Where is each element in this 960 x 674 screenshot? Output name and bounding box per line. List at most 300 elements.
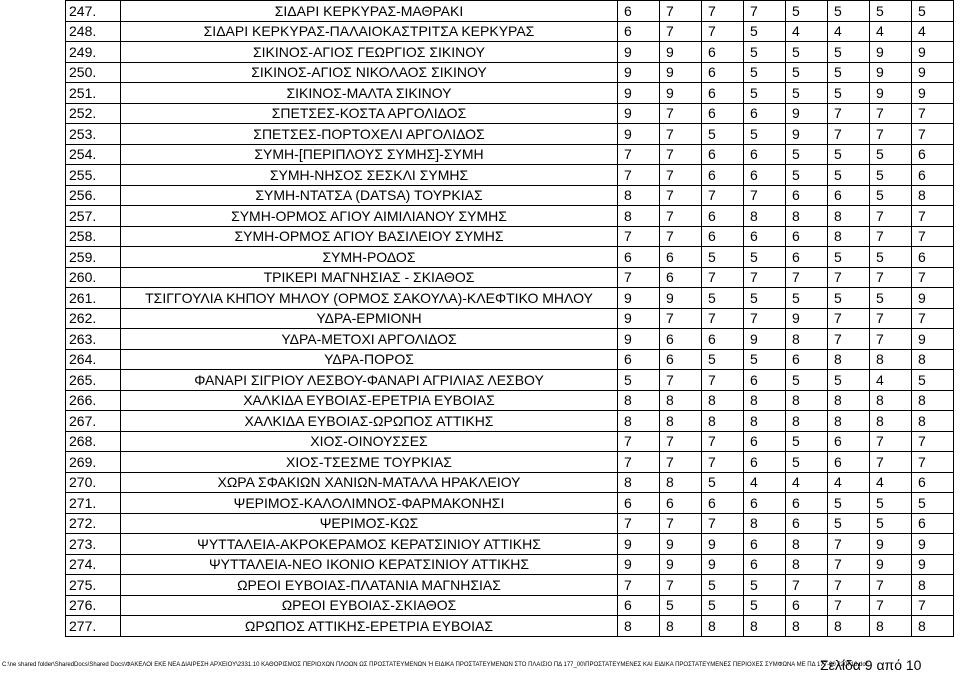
route-name-cell: ΣΥΜΗ-ΡΟΔΟΣ: [121, 247, 618, 268]
route-name-cell: ΤΣΙΓΓΟΥΛΙΑ ΚΗΠΟΥ ΜΗΛΟΥ (ΟΡΜΟΣ ΣΑΚΟΥΛΑ)-ΚΛΕΦΤΙΚΟ ΜΗΛΟΥ: [121, 288, 618, 309]
score-cell: 5: [870, 144, 912, 165]
score-cell: 7: [702, 370, 744, 391]
score-cell: 6: [618, 595, 660, 616]
score-cell: 5: [618, 370, 660, 391]
score-cell: 7: [660, 431, 702, 452]
score-cell: 9: [870, 534, 912, 555]
table-row: [66, 288, 954, 309]
score-cell: 6: [618, 349, 660, 370]
score-cell: 6: [660, 329, 702, 350]
score-cell: 8: [912, 185, 954, 206]
score-cell: 7: [660, 513, 702, 534]
score-cell: 5: [744, 247, 786, 268]
score-cell: 8: [660, 411, 702, 432]
row-number-cell: 258.: [66, 226, 121, 247]
score-cell: 5: [744, 288, 786, 309]
score-cell: 8: [828, 349, 870, 370]
score-cell: 5: [744, 62, 786, 83]
score-cell: 7: [870, 124, 912, 145]
row-number-cell: 270.: [66, 472, 121, 493]
score-cell: 6: [786, 493, 828, 514]
score-cell: 6: [618, 247, 660, 268]
score-cell: 6: [786, 595, 828, 616]
score-cell: 7: [660, 165, 702, 186]
score-cell: 7: [618, 513, 660, 534]
score-cell: 6: [744, 431, 786, 452]
score-cell: 9: [660, 554, 702, 575]
score-cell: 8: [702, 411, 744, 432]
route-name-cell: ΨΕΡΙΜΟΣ-ΚΩΣ: [121, 513, 618, 534]
row-number-cell: 276.: [66, 595, 121, 616]
score-cell: 9: [618, 103, 660, 124]
table-row: [66, 370, 954, 391]
row-number-cell: 256.: [66, 185, 121, 206]
score-cell: 5: [828, 513, 870, 534]
row-number-cell: 261.: [66, 288, 121, 309]
score-cell: 5: [744, 575, 786, 596]
score-cell: 5: [870, 165, 912, 186]
route-name-cell: ΥΔΡΑ-ΜΕΤΟΧΙ ΑΡΓΟΛΙΔΟΣ: [121, 329, 618, 350]
score-cell: 5: [702, 124, 744, 145]
routes-table: [65, 0, 954, 637]
route-name-cell: ΣΥΜΗ-ΟΡΜΟΣ ΑΓΙΟΥ ΒΑΣΙΛΕΙΟΥ ΣΥΜΗΣ: [121, 226, 618, 247]
score-cell: 8: [702, 390, 744, 411]
row-number-cell: 277.: [66, 616, 121, 637]
score-cell: 5: [870, 493, 912, 514]
score-cell: 5: [870, 1, 912, 22]
score-cell: 6: [660, 349, 702, 370]
score-cell: 6: [828, 185, 870, 206]
score-cell: 5: [828, 493, 870, 514]
score-cell: 9: [744, 329, 786, 350]
route-name-cell: ΣΥΜΗ-ΝΤΑΤΣΑ (DATSA) ΤΟΥΡΚΙΑΣ: [121, 185, 618, 206]
score-cell: 6: [618, 21, 660, 42]
score-cell: 7: [618, 452, 660, 473]
row-number-cell: 251.: [66, 83, 121, 104]
score-cell: 8: [786, 206, 828, 227]
score-cell: 8: [744, 390, 786, 411]
score-cell: 8: [618, 472, 660, 493]
score-cell: 9: [660, 42, 702, 63]
score-cell: 7: [744, 267, 786, 288]
score-cell: 9: [912, 83, 954, 104]
score-cell: 7: [744, 1, 786, 22]
score-cell: 8: [828, 411, 870, 432]
score-cell: 7: [618, 575, 660, 596]
row-number-cell: 263.: [66, 329, 121, 350]
score-cell: 5: [744, 21, 786, 42]
score-cell: 5: [786, 144, 828, 165]
route-name-cell: ΣΙΔΑΡΙ ΚΕΡΚΥΡΑΣ-ΜΑΘΡΑΚΙ: [121, 1, 618, 22]
score-cell: 8: [828, 206, 870, 227]
route-name-cell: ΨΥΤΤΑΛΕΙΑ-ΝΕΟ ΙΚΟΝΙΟ ΚΕΡΑΤΣΙΝΙΟΥ ΑΤΤΙΚΗΣ: [121, 554, 618, 575]
score-cell: 7: [870, 452, 912, 473]
score-cell: 5: [828, 165, 870, 186]
score-cell: 7: [744, 308, 786, 329]
table-row: [66, 42, 954, 63]
score-cell: 7: [618, 144, 660, 165]
score-cell: 6: [744, 103, 786, 124]
score-cell: 7: [660, 1, 702, 22]
score-cell: 5: [786, 370, 828, 391]
route-name-cell: ΦΑΝΑΡΙ ΣΙΓΡΙΟΥ ΛΕΣΒΟΥ-ΦΑΝΑΡΙ ΑΓΡΙΛΙΑΣ ΛΕΣΒΟΥ: [121, 370, 618, 391]
score-cell: 8: [660, 616, 702, 637]
score-cell: 6: [660, 247, 702, 268]
score-cell: 6: [702, 144, 744, 165]
score-cell: 6: [912, 144, 954, 165]
row-number-cell: 249.: [66, 42, 121, 63]
score-cell: 7: [660, 124, 702, 145]
score-cell: 7: [870, 206, 912, 227]
score-cell: 8: [870, 411, 912, 432]
table-row: [66, 103, 954, 124]
score-cell: 5: [786, 288, 828, 309]
score-cell: 8: [870, 390, 912, 411]
score-cell: 5: [828, 42, 870, 63]
score-cell: 9: [870, 554, 912, 575]
score-cell: 7: [702, 452, 744, 473]
route-name-cell: ΨΥΤΤΑΛΕΙΑ-ΑΚΡΟΚΕΡΑΜΟΣ ΚΕΡΑΤΣΙΝΙΟΥ ΑΤΤΙΚΗΣ: [121, 534, 618, 555]
score-cell: 6: [912, 165, 954, 186]
table-row: [66, 21, 954, 42]
score-cell: 5: [828, 62, 870, 83]
score-cell: 7: [618, 165, 660, 186]
score-cell: 7: [870, 226, 912, 247]
row-number-cell: 254.: [66, 144, 121, 165]
row-number-cell: 265.: [66, 370, 121, 391]
table-row: [66, 62, 954, 83]
route-name-cell: ΩΡΩΠΟΣ ΑΤΤΙΚΗΣ-ΕΡΕΤΡΙΑ ΕΥΒΟΙΑΣ: [121, 616, 618, 637]
score-cell: 6: [702, 329, 744, 350]
score-cell: 5: [786, 83, 828, 104]
score-cell: 7: [660, 144, 702, 165]
score-cell: 8: [912, 616, 954, 637]
score-cell: 7: [912, 452, 954, 473]
route-name-cell: ΧΙΟΣ-ΟΙΝΟΥΣΣΕΣ: [121, 431, 618, 452]
score-cell: 6: [786, 247, 828, 268]
score-cell: 6: [702, 206, 744, 227]
score-cell: 5: [912, 370, 954, 391]
score-cell: 7: [660, 226, 702, 247]
score-cell: 8: [912, 411, 954, 432]
score-cell: 6: [828, 431, 870, 452]
score-cell: 9: [870, 83, 912, 104]
score-cell: 7: [828, 308, 870, 329]
score-cell: 7: [702, 21, 744, 42]
table-row: [66, 472, 954, 493]
score-cell: 5: [870, 288, 912, 309]
table-row: [66, 124, 954, 145]
score-cell: 7: [870, 103, 912, 124]
score-cell: 7: [870, 329, 912, 350]
score-cell: 5: [828, 288, 870, 309]
score-cell: 7: [702, 513, 744, 534]
score-cell: 5: [828, 370, 870, 391]
score-cell: 9: [618, 554, 660, 575]
row-number-cell: 269.: [66, 452, 121, 473]
score-cell: 7: [912, 267, 954, 288]
row-number-cell: 253.: [66, 124, 121, 145]
score-cell: 5: [702, 349, 744, 370]
score-cell: 5: [786, 62, 828, 83]
footer-file-path: C:\ne shared folder\SharedDocs\Shared Docs\ΦΑΚΕΛΟΙ ΕΚΕ ΝΕΑ ΔΙΑΙΡΕΣΗ ΑΡΧΕΙΟΥ\2331.10 ΚΑΘΟΡΙΣΜΟΣ ΠΕΡΙΟΧΩΝ ΠΛΟΩΝ ΩΣ ΠΡΟΣΤΑΤΕΥΜΕΝΩΝ Ή ΕΙΔΙΚΑ ΠΡΟΣΤΑΤΕΥΜΕΝΩΝ ΣΤΟ ΠΛΑΙΣΙΟ ΠΔ 177_00\ΠΡΟΣΤΑΤΕΥΜΕΝΕΣ ΚΑΙ ΕΙΔΙΚΑ ΠΡΟΣΤΑΤΕΥΜΕΝΕΣ ΠΕΡΙΟΧΕΣ ΣΥΜΦΩΝΑ ΜΕ ΠΔ 177-00 220716.doc: [2, 662, 869, 668]
score-cell: 7: [870, 267, 912, 288]
score-cell: 9: [912, 534, 954, 555]
score-cell: 5: [870, 513, 912, 534]
score-cell: 7: [828, 124, 870, 145]
score-cell: 9: [660, 534, 702, 555]
score-cell: 9: [702, 534, 744, 555]
score-cell: 8: [786, 616, 828, 637]
score-cell: 6: [786, 185, 828, 206]
score-cell: 4: [786, 21, 828, 42]
score-cell: 8: [618, 411, 660, 432]
table-row: [66, 513, 954, 534]
score-cell: 7: [912, 595, 954, 616]
score-cell: 8: [660, 390, 702, 411]
score-cell: 8: [786, 554, 828, 575]
score-cell: 6: [912, 247, 954, 268]
score-cell: 8: [870, 349, 912, 370]
score-cell: 7: [828, 595, 870, 616]
score-cell: 9: [912, 42, 954, 63]
table-row: [66, 329, 954, 350]
score-cell: 5: [702, 472, 744, 493]
score-cell: 6: [912, 513, 954, 534]
route-name-cell: ΣΙΔΑΡΙ ΚΕΡΚΥΡΑΣ-ΠΑΛΑΙΟΚΑΣΤΡΙΤΣΑ ΚΕΡΚΥΡΑΣ: [121, 21, 618, 42]
score-cell: 9: [660, 288, 702, 309]
route-name-cell: ΥΔΡΑ-ΠΟΡΟΣ: [121, 349, 618, 370]
score-cell: 7: [828, 267, 870, 288]
row-number-cell: 259.: [66, 247, 121, 268]
table-row: [66, 206, 954, 227]
score-cell: 7: [912, 226, 954, 247]
score-cell: 7: [660, 575, 702, 596]
score-cell: 5: [912, 493, 954, 514]
score-cell: 5: [870, 185, 912, 206]
table-row: [66, 452, 954, 473]
score-cell: 6: [702, 62, 744, 83]
footer-page-number: Σελίδα 9 από 10: [820, 657, 922, 673]
score-cell: 8: [744, 411, 786, 432]
score-cell: 7: [912, 308, 954, 329]
score-cell: 6: [744, 144, 786, 165]
score-cell: 8: [870, 616, 912, 637]
route-name-cell: ΨΕΡΙΜΟΣ-ΚΑΛΟΛΙΜΝΟΣ-ΦΑΡΜΑΚΟΝΗΣΙ: [121, 493, 618, 514]
score-cell: 7: [912, 206, 954, 227]
row-number-cell: 257.: [66, 206, 121, 227]
score-cell: 6: [702, 103, 744, 124]
score-cell: 5: [912, 1, 954, 22]
score-cell: 9: [618, 124, 660, 145]
score-cell: 9: [702, 554, 744, 575]
score-cell: 4: [870, 370, 912, 391]
score-cell: 9: [786, 308, 828, 329]
route-name-cell: ΩΡΕΟΙ ΕΥΒΟΙΑΣ-ΣΚΙΑΘΟΣ: [121, 595, 618, 616]
row-number-cell: 248.: [66, 21, 121, 42]
score-cell: 4: [828, 472, 870, 493]
score-cell: 7: [660, 21, 702, 42]
route-name-cell: ΣΥΜΗ-ΝΗΣΟΣ ΣΕΣΚΛΙ ΣΥΜΗΣ: [121, 165, 618, 186]
score-cell: 8: [786, 329, 828, 350]
row-number-cell: 262.: [66, 308, 121, 329]
score-cell: 7: [870, 575, 912, 596]
table-row: [66, 411, 954, 432]
score-cell: 7: [660, 370, 702, 391]
row-number-cell: 274.: [66, 554, 121, 575]
score-cell: 5: [744, 124, 786, 145]
route-name-cell: ΣΙΚΙΝΟΣ-ΑΓΙΟΣ ΓΕΩΡΓΙΟΣ ΣΙΚΙΝΟΥ: [121, 42, 618, 63]
score-cell: 8: [912, 575, 954, 596]
score-cell: 6: [828, 452, 870, 473]
score-cell: 5: [744, 349, 786, 370]
score-cell: 4: [744, 472, 786, 493]
routes-table-body: [66, 1, 954, 637]
score-cell: 6: [618, 493, 660, 514]
score-cell: 7: [702, 185, 744, 206]
score-cell: 9: [786, 124, 828, 145]
score-cell: 6: [702, 83, 744, 104]
score-cell: 9: [618, 329, 660, 350]
score-cell: 7: [786, 575, 828, 596]
score-cell: 5: [828, 83, 870, 104]
score-cell: 8: [912, 349, 954, 370]
row-number-cell: 260.: [66, 267, 121, 288]
score-cell: 7: [828, 534, 870, 555]
score-cell: 5: [702, 288, 744, 309]
score-cell: 7: [828, 103, 870, 124]
score-cell: 9: [870, 42, 912, 63]
table-row: [66, 575, 954, 596]
score-cell: 6: [744, 554, 786, 575]
score-cell: 5: [702, 247, 744, 268]
row-number-cell: 267.: [66, 411, 121, 432]
score-cell: 6: [702, 165, 744, 186]
score-cell: 6: [618, 1, 660, 22]
score-cell: 7: [660, 308, 702, 329]
row-number-cell: 250.: [66, 62, 121, 83]
score-cell: 4: [786, 472, 828, 493]
score-cell: 6: [702, 42, 744, 63]
score-cell: 4: [870, 472, 912, 493]
score-cell: 8: [660, 472, 702, 493]
score-cell: 7: [660, 452, 702, 473]
score-cell: 5: [702, 595, 744, 616]
score-cell: 5: [786, 42, 828, 63]
score-cell: 9: [618, 62, 660, 83]
score-cell: 7: [660, 185, 702, 206]
score-cell: 6: [786, 513, 828, 534]
row-number-cell: 272.: [66, 513, 121, 534]
score-cell: 6: [744, 226, 786, 247]
score-cell: 9: [618, 308, 660, 329]
route-name-cell: ΩΡΕΟΙ ΕΥΒΟΙΑΣ-ΠΛΑΤΑΝΙΑ ΜΑΓΝΗΣΙΑΣ: [121, 575, 618, 596]
score-cell: 6: [702, 226, 744, 247]
row-number-cell: 266.: [66, 390, 121, 411]
score-cell: 5: [828, 1, 870, 22]
score-cell: 7: [702, 431, 744, 452]
row-number-cell: 271.: [66, 493, 121, 514]
table-row: [66, 1, 954, 22]
score-cell: 7: [618, 226, 660, 247]
score-cell: 7: [870, 308, 912, 329]
score-cell: 4: [912, 21, 954, 42]
table-row: [66, 595, 954, 616]
score-cell: 8: [744, 513, 786, 534]
score-cell: 8: [702, 616, 744, 637]
score-cell: 7: [702, 267, 744, 288]
score-cell: 8: [744, 616, 786, 637]
score-cell: 6: [912, 472, 954, 493]
table-row: [66, 616, 954, 637]
row-number-cell: 273.: [66, 534, 121, 555]
table-row: [66, 493, 954, 514]
score-cell: 9: [786, 103, 828, 124]
row-number-cell: 268.: [66, 431, 121, 452]
score-cell: 7: [618, 267, 660, 288]
row-number-cell: 247.: [66, 1, 121, 22]
table-row: [66, 554, 954, 575]
score-cell: 9: [912, 329, 954, 350]
score-cell: 8: [786, 534, 828, 555]
route-name-cell: ΤΡΙΚΕΡΙ ΜΑΓΝΗΣΙΑΣ - ΣΚΙΑΘΟΣ: [121, 267, 618, 288]
table-row: [66, 226, 954, 247]
score-cell: 5: [786, 452, 828, 473]
table-row: [66, 144, 954, 165]
score-cell: 9: [912, 62, 954, 83]
route-name-cell: ΣΠΕΤΣΕΣ-ΚΟΣΤΑ ΑΡΓΟΛΙΔΟΣ: [121, 103, 618, 124]
route-name-cell: ΣΠΕΤΣΕΣ-ΠΟΡΤΟΧΕΛΙ ΑΡΓΟΛΙΔΟΣ: [121, 124, 618, 145]
score-cell: 8: [618, 185, 660, 206]
score-cell: 7: [744, 185, 786, 206]
score-cell: 6: [744, 165, 786, 186]
table-row: [66, 390, 954, 411]
row-number-cell: 275.: [66, 575, 121, 596]
score-cell: 8: [828, 390, 870, 411]
score-cell: 8: [618, 390, 660, 411]
score-cell: 6: [744, 452, 786, 473]
score-cell: 7: [702, 308, 744, 329]
score-cell: 9: [912, 288, 954, 309]
page-footer: [0, 657, 960, 674]
route-name-cell: ΣΥΜΗ-[ΠΕΡΙΠΛΟΥΣ ΣΥΜΗΣ]-ΣΥΜΗ: [121, 144, 618, 165]
score-cell: 7: [912, 103, 954, 124]
score-cell: 7: [870, 595, 912, 616]
score-cell: 7: [786, 267, 828, 288]
score-cell: 5: [702, 575, 744, 596]
score-cell: 6: [786, 226, 828, 247]
score-cell: 8: [618, 206, 660, 227]
score-cell: 9: [618, 42, 660, 63]
route-name-cell: ΧΙΟΣ-ΤΣΕΣΜΕ ΤΟΥΡΚΙΑΣ: [121, 452, 618, 473]
score-cell: 6: [702, 493, 744, 514]
score-cell: 7: [912, 124, 954, 145]
score-cell: 8: [744, 206, 786, 227]
score-cell: 7: [702, 1, 744, 22]
table-row: [66, 308, 954, 329]
score-cell: 9: [870, 62, 912, 83]
score-cell: 5: [744, 595, 786, 616]
route-name-cell: ΧΑΛΚΙΔΑ ΕΥΒΟΙΑΣ-ΕΡΕΤΡΙΑ ΕΥΒΟΙΑΣ: [121, 390, 618, 411]
table-row: [66, 83, 954, 104]
score-cell: 5: [660, 595, 702, 616]
score-cell: 5: [786, 1, 828, 22]
table-row: [66, 165, 954, 186]
score-cell: 8: [618, 616, 660, 637]
table-row: [66, 431, 954, 452]
score-cell: 6: [744, 534, 786, 555]
route-name-cell: ΧΑΛΚΙΔΑ ΕΥΒΟΙΑΣ-ΩΡΩΠΟΣ ΑΤΤΙΚΗΣ: [121, 411, 618, 432]
